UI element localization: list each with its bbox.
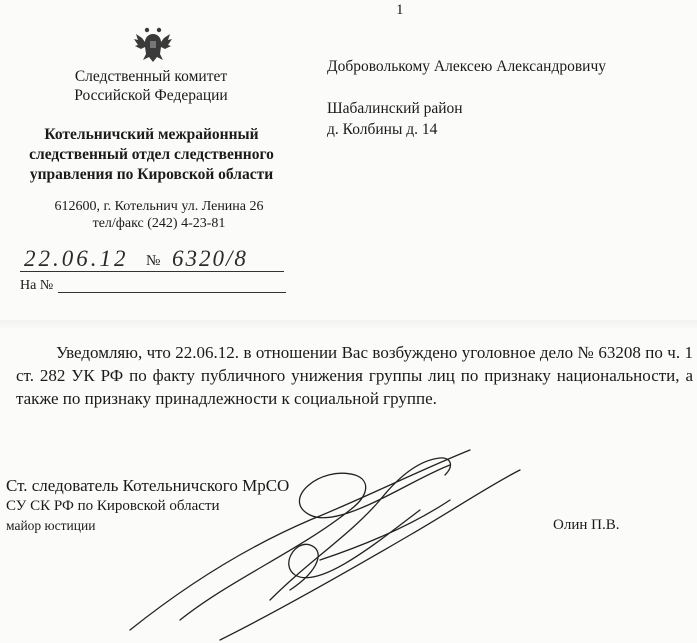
handwritten-date: 22.06.12 bbox=[24, 246, 129, 271]
date-underline bbox=[20, 271, 284, 272]
reference-label: На № bbox=[20, 278, 54, 293]
department-line: следственный отдел следственного bbox=[29, 146, 274, 163]
number-label: № bbox=[146, 253, 161, 269]
department-line: управления по Кировской области bbox=[29, 166, 274, 183]
agency-line: Российской Федерации bbox=[74, 87, 228, 104]
sender-address bbox=[30, 198, 288, 232]
handwritten-signature bbox=[120, 440, 540, 643]
notice-body: Уведомляю, что 22.06.12. в отношении Вас возбуждено уголовное дело № 63208 по ч. 1 ст. 282 УК РФ по факту публичного унижения группы лиц по признаку национальности, а также по признаку принадлежности к социальной группе. bbox=[16, 343, 693, 408]
agency-name bbox=[40, 67, 262, 105]
recipient-name: Доброволькому Алексею Александровичу bbox=[327, 58, 606, 75]
recipient-address bbox=[327, 98, 463, 140]
department-name bbox=[14, 125, 289, 185]
reference-underline bbox=[58, 292, 286, 293]
signatory-title: Ст. следователь Котельничского МрСО bbox=[6, 476, 290, 495]
phone-line: тел/факс (242) 4-23-81 bbox=[92, 216, 226, 231]
page-number: 1 bbox=[396, 2, 404, 18]
signatory-org: СУ СК РФ по Кировской области bbox=[6, 498, 220, 514]
agency-line: Следственный комитет bbox=[74, 68, 228, 85]
double-headed-eagle-emblem-icon bbox=[130, 24, 176, 64]
recipient-district: Шабалинский район bbox=[327, 100, 463, 117]
recipient-village: д. Колбины д. 14 bbox=[327, 121, 438, 138]
signatory-rank: майор юстиции bbox=[6, 518, 96, 533]
handwritten-number: 6320/8 bbox=[172, 246, 248, 271]
department-line: Котельничский межрайонный bbox=[44, 126, 259, 143]
address-line: 612600, г. Котельнич ул. Ленина 26 bbox=[54, 199, 264, 214]
fold-shadow bbox=[0, 320, 697, 330]
signatory-name: Олин П.В. bbox=[553, 517, 620, 533]
